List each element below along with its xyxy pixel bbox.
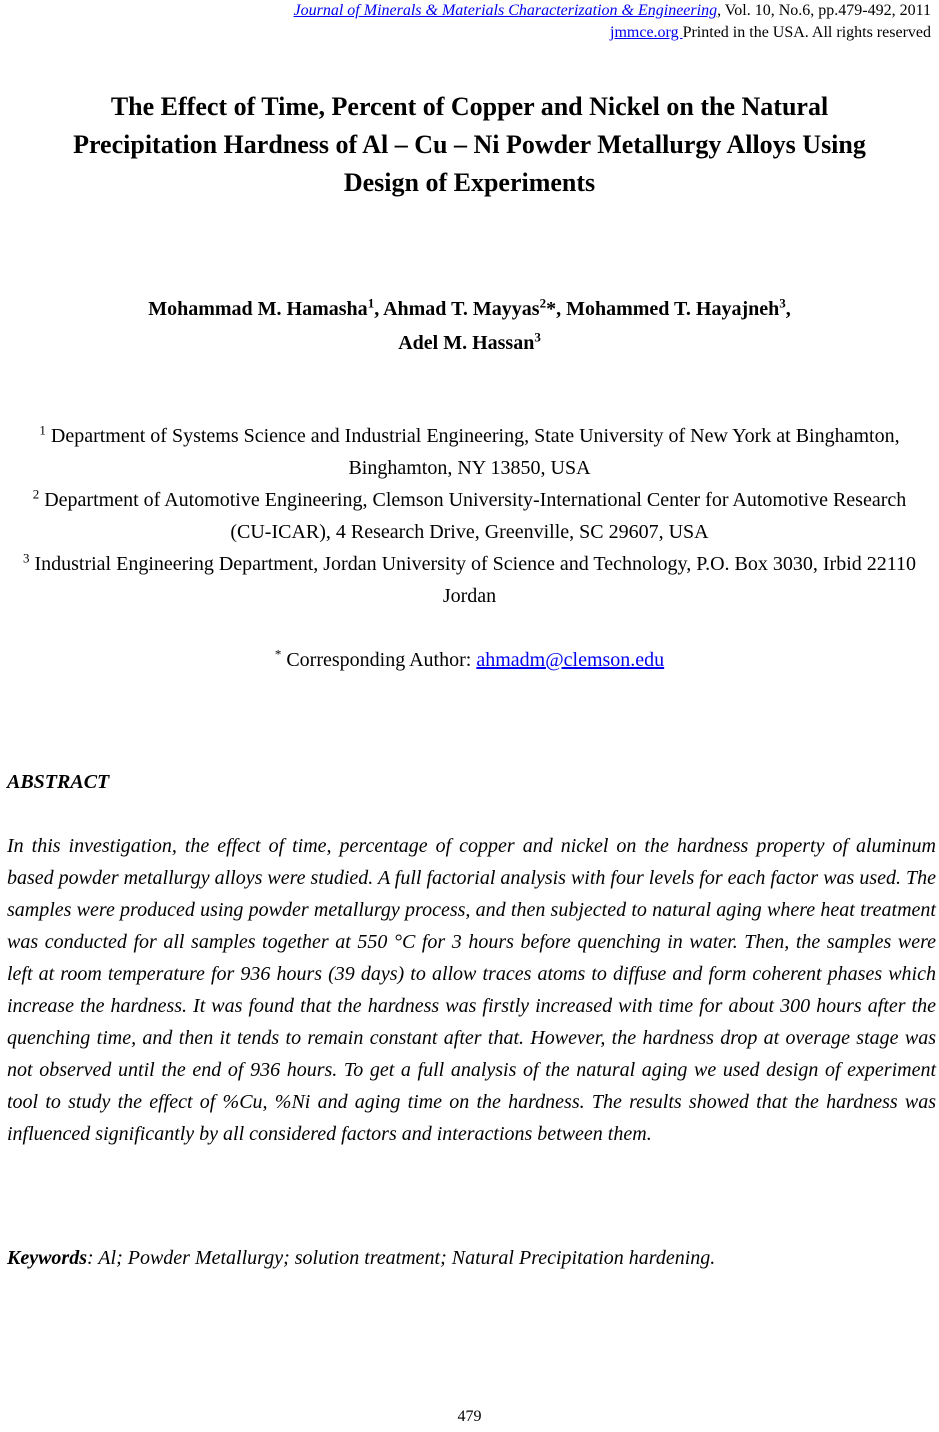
author-affil-sup: 1 (367, 295, 375, 311)
corresponding-star: * (546, 298, 557, 320)
corresponding-author (10, 644, 929, 676)
page-number: 479 (457, 1408, 482, 1425)
author-affil-sup: 3 (534, 329, 541, 345)
author-affil-sup: 3 (779, 295, 786, 311)
journal-line (294, 0, 931, 22)
journal-info: , Vol. 10, No.6, pp.479-492, 2011 (717, 2, 931, 19)
affiliation-2 (10, 484, 929, 548)
author-name: , Ahmad T. Mayyas (374, 298, 540, 320)
author-list (20, 292, 919, 360)
site-line (294, 22, 931, 44)
authors-line-2 (20, 326, 919, 360)
affiliation-text: Industrial Engineering Department, Jordan University of Science and Technology, P.O. Box 3030, Irbid 22110 Jordan (29, 553, 917, 607)
keywords-text: : Al; Powder Metallurgy; solution treatment; Natural Precipitation hardening. (87, 1247, 716, 1269)
journal-link[interactable]: Journal of Minerals & Materials Characterization & Engineering (293, 2, 718, 19)
authors-line-1 (20, 292, 919, 326)
running-header (294, 0, 931, 44)
author-name: Adel M. Hassan (398, 332, 535, 354)
author-affil-sup: 2 (539, 295, 547, 311)
keywords (7, 1244, 936, 1272)
affiliations (10, 420, 929, 612)
affiliation-num: 2 (32, 486, 40, 502)
author-separator: , (785, 298, 791, 320)
author-name: Mohammad M. Hamasha (148, 298, 368, 320)
site-link[interactable]: jmmce.org (610, 24, 683, 41)
abstract-body: In this investigation, the effect of time, percentage of copper and nickel on the hardness property of aluminum based powder metallurgy alloys were studied. A full factorial analysis with four levels for each factor was used. The samples were produced using powder metallurgy process, and then subjected to natural aging where heat treatment was conducted for all samples together at 550 °C for 3 hours before quenching in water. Then, the samples were left at room temperature for 936 hours (39 days) to allow traces atoms to diffuse and form coherent phases which increase the hardness. It was found that the hardness was firstly increased with time for about 300 hours after the quenching time, and then it tends to remain constant after that. However, the hardness drop at overage stage was not observed until the end of 936 hours. To get a full analysis of the natural aging we used design of experiment tool to study the effect of %Cu, %Ni and aging time on the hardness. The results showed that the hardness was influenced significantly by all considered factors and interactions between them. (7, 835, 936, 1145)
affiliation-3 (10, 548, 929, 612)
author-name: , Mohammed T. Hayajneh (556, 298, 780, 320)
printed-notice: Printed in the USA. All rights reserved (682, 24, 931, 41)
affiliation-text: Department of Systems Science and Industrial Engineering, State University of New York at Binghamton, Binghamton, NY 13850, USA (45, 425, 900, 479)
keywords-label: Keywords (7, 1247, 87, 1269)
title-line-1: The Effect of Time, Percent of Copper and Nickel on the Natural (110, 92, 829, 121)
abstract-heading: ABSTRACT (7, 771, 110, 793)
affiliation-1 (10, 420, 929, 484)
corresponding-label: Corresponding Author: (281, 649, 477, 671)
email-link[interactable]: ahmadm@clemson.edu (476, 649, 665, 671)
affiliation-num: 1 (39, 422, 46, 438)
paper-title (20, 88, 919, 202)
affiliation-text: Department of Automotive Engineering, Clemson University-International Center for Automotive Research (CU-ICAR), 4 Research Drive, Greenville, SC 29607, USA (39, 489, 907, 543)
title-line-3: Design of Experiments (343, 168, 596, 197)
affiliation-num: 3 (22, 550, 30, 566)
corresponding-star: * (274, 646, 282, 662)
title-line-2: Precipitation Hardness of Al – Cu – Ni Powder Metallurgy Alloys Using (73, 130, 866, 159)
